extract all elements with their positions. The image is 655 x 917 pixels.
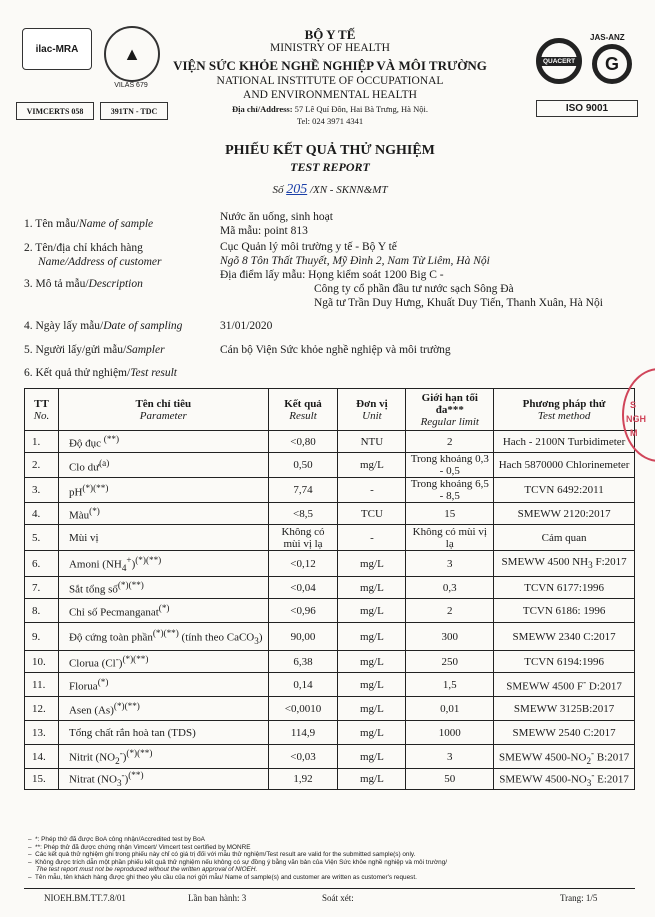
cell-param: Độ cứng toàn phần(*)(**) (tính theo CaCO$_3$)	[58, 623, 268, 651]
cell-result: 90,00	[268, 623, 338, 651]
vilas-emblem-icon: ▲	[123, 43, 141, 64]
cell-unit: mg/L	[338, 673, 406, 697]
info-label-en: Description	[88, 278, 143, 290]
footnotes	[28, 836, 628, 881]
cell-result: 1,92	[268, 769, 338, 790]
info-label-4	[24, 320, 182, 332]
cell-param: Sắt tổng số(*)(**)	[58, 577, 268, 599]
cell-param: Chỉ số Pecmanganat(*)	[58, 599, 268, 623]
info-value-3c: Ngã tư Trần Duy Hưng, Khuất Duy Tiến, Thanh Xuân, Hà Nội	[314, 297, 603, 309]
table-row	[25, 503, 635, 525]
table-row	[25, 697, 635, 721]
footnote-3: – Các kết quả thử nghiệm ghi trong phiếu này chỉ có giá trị đối với mẫu thử nghiệm/Test result are valid for the submitted sample(s) only.	[28, 851, 416, 858]
cell-method: TCVN 6177:1996	[494, 577, 635, 599]
cell-limit: 3	[406, 745, 494, 769]
stamp-text-1: S	[630, 400, 637, 410]
cell-no: 11.	[25, 673, 59, 697]
cell-no: 15.	[25, 769, 59, 790]
jas-anz-logo	[592, 44, 632, 84]
quacert-logo	[536, 38, 582, 84]
cell-no: 12.	[25, 697, 59, 721]
cell-unit: NTU	[338, 431, 406, 453]
info-label-en: Test result	[130, 367, 177, 379]
cell-result: <8,5	[268, 503, 338, 525]
cell-unit: mg/L	[338, 697, 406, 721]
footnote-1: – *: Phép thử đã được BoA công nhận/Accredited test by BoA	[28, 836, 205, 843]
cell-result: <0,96	[268, 599, 338, 623]
cell-result: <0,03	[268, 745, 338, 769]
vilas-label: VILAS 679	[114, 82, 148, 89]
table-row	[25, 673, 635, 697]
cell-result: 6,38	[268, 651, 338, 673]
ministry-vn: BỘ Y TẾ	[304, 27, 356, 42]
col-header-result: Kết quả Result	[268, 389, 338, 431]
info-value-3a: Địa điểm lấy mẫu: Họng kiểm soát 1200 Big C -	[220, 269, 444, 281]
cell-no: 9.	[25, 623, 59, 651]
cell-no: 10.	[25, 651, 59, 673]
table-row	[25, 721, 635, 745]
cell-limit: 15	[406, 503, 494, 525]
info-label-text: 4. Ngày lấy mẫu/	[24, 320, 104, 332]
cell-unit: mg/L	[338, 721, 406, 745]
tn-text: 391TN - TDC	[110, 106, 158, 116]
cell-param: Amoni $(NH_4^+)^{(*)(**)}$	[58, 551, 268, 577]
info-label-en: Name of sample	[79, 218, 154, 230]
cell-method: SMEWW 3125B:2017	[494, 697, 635, 721]
cell-method: SMEWW 2540 C:2017	[494, 721, 635, 745]
stamp-text-3: M	[630, 428, 638, 438]
report-number	[150, 182, 510, 198]
cell-param: Clorua (Cl-)(*)(**)	[58, 651, 268, 673]
cell-limit: 250	[406, 651, 494, 673]
info-value-4: 31/01/2020	[220, 320, 273, 332]
table-row	[25, 623, 635, 651]
cell-method: Hach 5870000 Chlorinemeter	[494, 453, 635, 478]
table-row	[25, 453, 635, 478]
info-label-text: 5. Người lấy/gửi mẫu/	[24, 344, 127, 356]
info-label-text: 2. Tên/địa chỉ khách hàng	[24, 242, 143, 254]
cell-no: 5.	[25, 525, 59, 551]
footnote-6: – Tên mẫu, tên khách hàng được ghi theo yêu cầu của nơi gửi mẫu/ Name of sample(s) and customer are written as customer's request.	[28, 873, 417, 881]
quacert-text: QUACERT	[542, 57, 576, 65]
cell-no: 14.	[25, 745, 59, 769]
cell-param: Nitrit $(NO_2^-)^{(*)(**)}$	[58, 745, 268, 769]
info-value-2a: Cục Quản lý môi trường y tế - Bộ Y tế	[220, 241, 397, 253]
cell-param: pH(*)(**)	[58, 478, 268, 503]
report-number-prefix: Số	[272, 184, 284, 196]
cell-result: <0,12	[268, 551, 338, 577]
cell-method: SMEWW $4500-NO_2^-$ B:2017	[494, 745, 635, 769]
info-label-5	[24, 344, 165, 356]
cell-method: TCVN 6492:2011	[494, 478, 635, 503]
col-header-limit: Giới hạn tối đa*** Regular limit	[406, 389, 494, 431]
cell-unit: mg/L	[338, 769, 406, 790]
tel-line: Tel: 024 3971 4341	[296, 116, 364, 126]
cell-limit: 1,5	[406, 673, 494, 697]
table-row	[25, 525, 635, 551]
cell-limit: 3	[406, 551, 494, 577]
report-title-en: TEST REPORT	[290, 160, 370, 174]
info-value-1a: Nước ăn uống, sinh hoạt	[220, 211, 333, 223]
results-table	[24, 388, 635, 790]
jas-anz-label: JAS-ANZ	[590, 33, 625, 42]
cell-param: Tổng chất rắn hoà tan (TDS)	[58, 721, 268, 745]
cell-method: SMEWW $4500-NO_3^-$ E:2017	[494, 769, 635, 790]
footnote-5: The test report must not be reproduced without the written approval of NIOEH.	[36, 866, 258, 873]
info-label-text: 3. Mô tả mẫu/	[24, 278, 89, 290]
cell-unit: mg/L	[338, 551, 406, 577]
col-header-method: Phương pháp thử Test method	[494, 389, 635, 431]
info-value-5: Cán bộ Viện Sức khỏe nghề nghiệp và môi trường	[220, 344, 451, 356]
col-header-unit: Đơn vị Unit	[338, 389, 406, 431]
cell-no: 3.	[25, 478, 59, 503]
ilac-mra-logo	[22, 28, 92, 70]
ministry-en: MINISTRY OF HEALTH	[270, 42, 390, 54]
form-code: NIOEH.BM.TT.7.8/01	[44, 893, 126, 903]
info-value-1b: Mã mẫu: point 813	[220, 225, 308, 237]
table-row	[25, 431, 635, 453]
cell-unit: mg/L	[338, 651, 406, 673]
iso-badge	[536, 100, 638, 117]
vimcerts-text: VIMCERTS 058	[26, 106, 84, 116]
page-number: Trang: 1/5	[560, 893, 598, 903]
cell-param: Florua(*)	[58, 673, 268, 697]
table-row	[25, 577, 635, 599]
footer-rule	[24, 888, 635, 889]
info-label-en: Name/Address of customer	[38, 256, 162, 268]
review-label: Soát xét:	[322, 893, 354, 903]
cell-unit: mg/L	[338, 599, 406, 623]
info-label-en: Date of sampling	[103, 320, 183, 332]
cell-result: 7,74	[268, 478, 338, 503]
cell-result: 0,50	[268, 453, 338, 478]
institute-en-2: AND ENVIRONMENTAL HEALTH	[243, 89, 417, 101]
info-label-2	[24, 241, 162, 269]
cell-unit: TCU	[338, 503, 406, 525]
table-row	[25, 769, 635, 790]
cell-limit: Trong khoảng 6,5 - 8,5	[406, 478, 494, 503]
table-row	[25, 599, 635, 623]
cell-method: SMEWW 2120:2017	[494, 503, 635, 525]
cell-param: Độ đục (**)	[58, 431, 268, 453]
cell-no: 4.	[25, 503, 59, 525]
cell-limit: 0,3	[406, 577, 494, 599]
info-label-text: 6. Kết quả thử nghiệm/	[24, 367, 131, 379]
cell-method: TCVN 6186: 1996	[494, 599, 635, 623]
jas-anz-g-icon: G	[604, 53, 619, 74]
table-row	[25, 745, 635, 769]
cell-method: TCVN 6194:1996	[494, 651, 635, 673]
address-text: 57 Lê Quí Đôn, Hai Bà Trưng, Hà Nội.	[294, 104, 428, 114]
cell-method: SMEWW 2340 C:2017	[494, 623, 635, 651]
cell-param: Mùi vị	[58, 525, 268, 551]
cell-unit: -	[338, 478, 406, 503]
cell-unit: -	[338, 525, 406, 551]
institute-en-1: NATIONAL INSTITUTE OF OCCUPATIONAL	[216, 75, 444, 87]
address-label: Địa chỉ/Address:	[232, 104, 293, 114]
cell-param: Nitrat $(NO_3^-)^{(**)}$	[58, 769, 268, 790]
cell-method: SMEWW 4500 $NH_3$ F:2017	[494, 551, 635, 577]
info-value-3b: Công ty cổ phần đầu tư nước sạch Sông Đà	[314, 283, 514, 295]
info-label-3	[24, 278, 143, 290]
col-header-no: TT No.	[25, 389, 59, 431]
cell-param: Asen (As)(*)(**)	[58, 697, 268, 721]
cell-param: Màu(*)	[58, 503, 268, 525]
cell-no: 1.	[25, 431, 59, 453]
col-header-param: Tên chỉ tiêu Parameter	[58, 389, 268, 431]
report-number-suffix: /XN - SKNN&MT	[309, 184, 388, 196]
cell-limit: 2	[406, 599, 494, 623]
cell-method: Cảm quan	[494, 525, 635, 551]
cell-limit: 2	[406, 431, 494, 453]
cell-no: 6.	[25, 551, 59, 577]
info-value-2b: Ngõ 8 Tôn Thất Thuyết, Mỹ Đình 2, Nam Từ Liêm, Hà Nội	[220, 255, 490, 267]
table-row	[25, 651, 635, 673]
address-line	[170, 104, 490, 114]
cell-result: <0,0010	[268, 697, 338, 721]
cell-unit: mg/L	[338, 623, 406, 651]
iso-text: ISO 9001	[565, 103, 609, 114]
cell-result: <0,04	[268, 577, 338, 599]
report-number-hand: 205	[286, 182, 308, 197]
cell-no: 7.	[25, 577, 59, 599]
cell-result: <0,80	[268, 431, 338, 453]
info-label-1	[24, 218, 153, 230]
cell-no: 13.	[25, 721, 59, 745]
cell-result: Không có mùi vị lạ	[268, 525, 338, 551]
cell-limit: Trong khoảng 0,3 - 0,5	[406, 453, 494, 478]
table-row	[25, 478, 635, 503]
cell-limit: Không có mùi vị lạ	[406, 525, 494, 551]
cell-method: SMEWW 4500 F- D:2017	[494, 673, 635, 697]
info-label-6	[24, 367, 177, 379]
cell-limit: 50	[406, 769, 494, 790]
cell-unit: mg/L	[338, 453, 406, 478]
cell-limit: 0,01	[406, 697, 494, 721]
footnote-2: – **: Phép thử đã được chứng nhận Vimcert/ Vimcert test certified by MONRE	[28, 843, 251, 851]
tn-badge	[100, 102, 168, 120]
footnote-4: – Không được trích dẫn một phần phiếu kết quả thử nghiệm nếu không có sự đồng ý bằng văn bản của Viện Sức khỏe nghề nghiệp và môi trường/	[28, 858, 448, 866]
vimcerts-badge	[16, 102, 94, 120]
info-label-text: 1. Tên mẫu/	[24, 218, 80, 230]
cell-result: 0,14	[268, 673, 338, 697]
cell-unit: mg/L	[338, 745, 406, 769]
report-title-vn: PHIẾU KẾT QUẢ THỬ NGHIỆM	[225, 143, 435, 158]
table-header-row	[25, 389, 635, 431]
stamp-text-2: NGH	[626, 414, 646, 424]
cell-limit: 300	[406, 623, 494, 651]
institute-vn: VIỆN SỨC KHỎE NGHỀ NGHIỆP VÀ MÔI TRƯỜNG	[173, 58, 487, 73]
ilac-mra-text: ilac-MRA	[35, 43, 79, 55]
cell-result: 114,9	[268, 721, 338, 745]
cell-limit: 1000	[406, 721, 494, 745]
info-label-en: Sampler	[126, 344, 165, 356]
issue-number: Lần ban hành: 3	[188, 893, 247, 903]
table-row	[25, 551, 635, 577]
cell-param: Clo $dư^{(a)}$	[58, 453, 268, 478]
cell-no: 2.	[25, 453, 59, 478]
cell-method: Hach - 2100N Turbidimeter	[494, 431, 635, 453]
cell-no: 8.	[25, 599, 59, 623]
cell-unit: mg/L	[338, 577, 406, 599]
